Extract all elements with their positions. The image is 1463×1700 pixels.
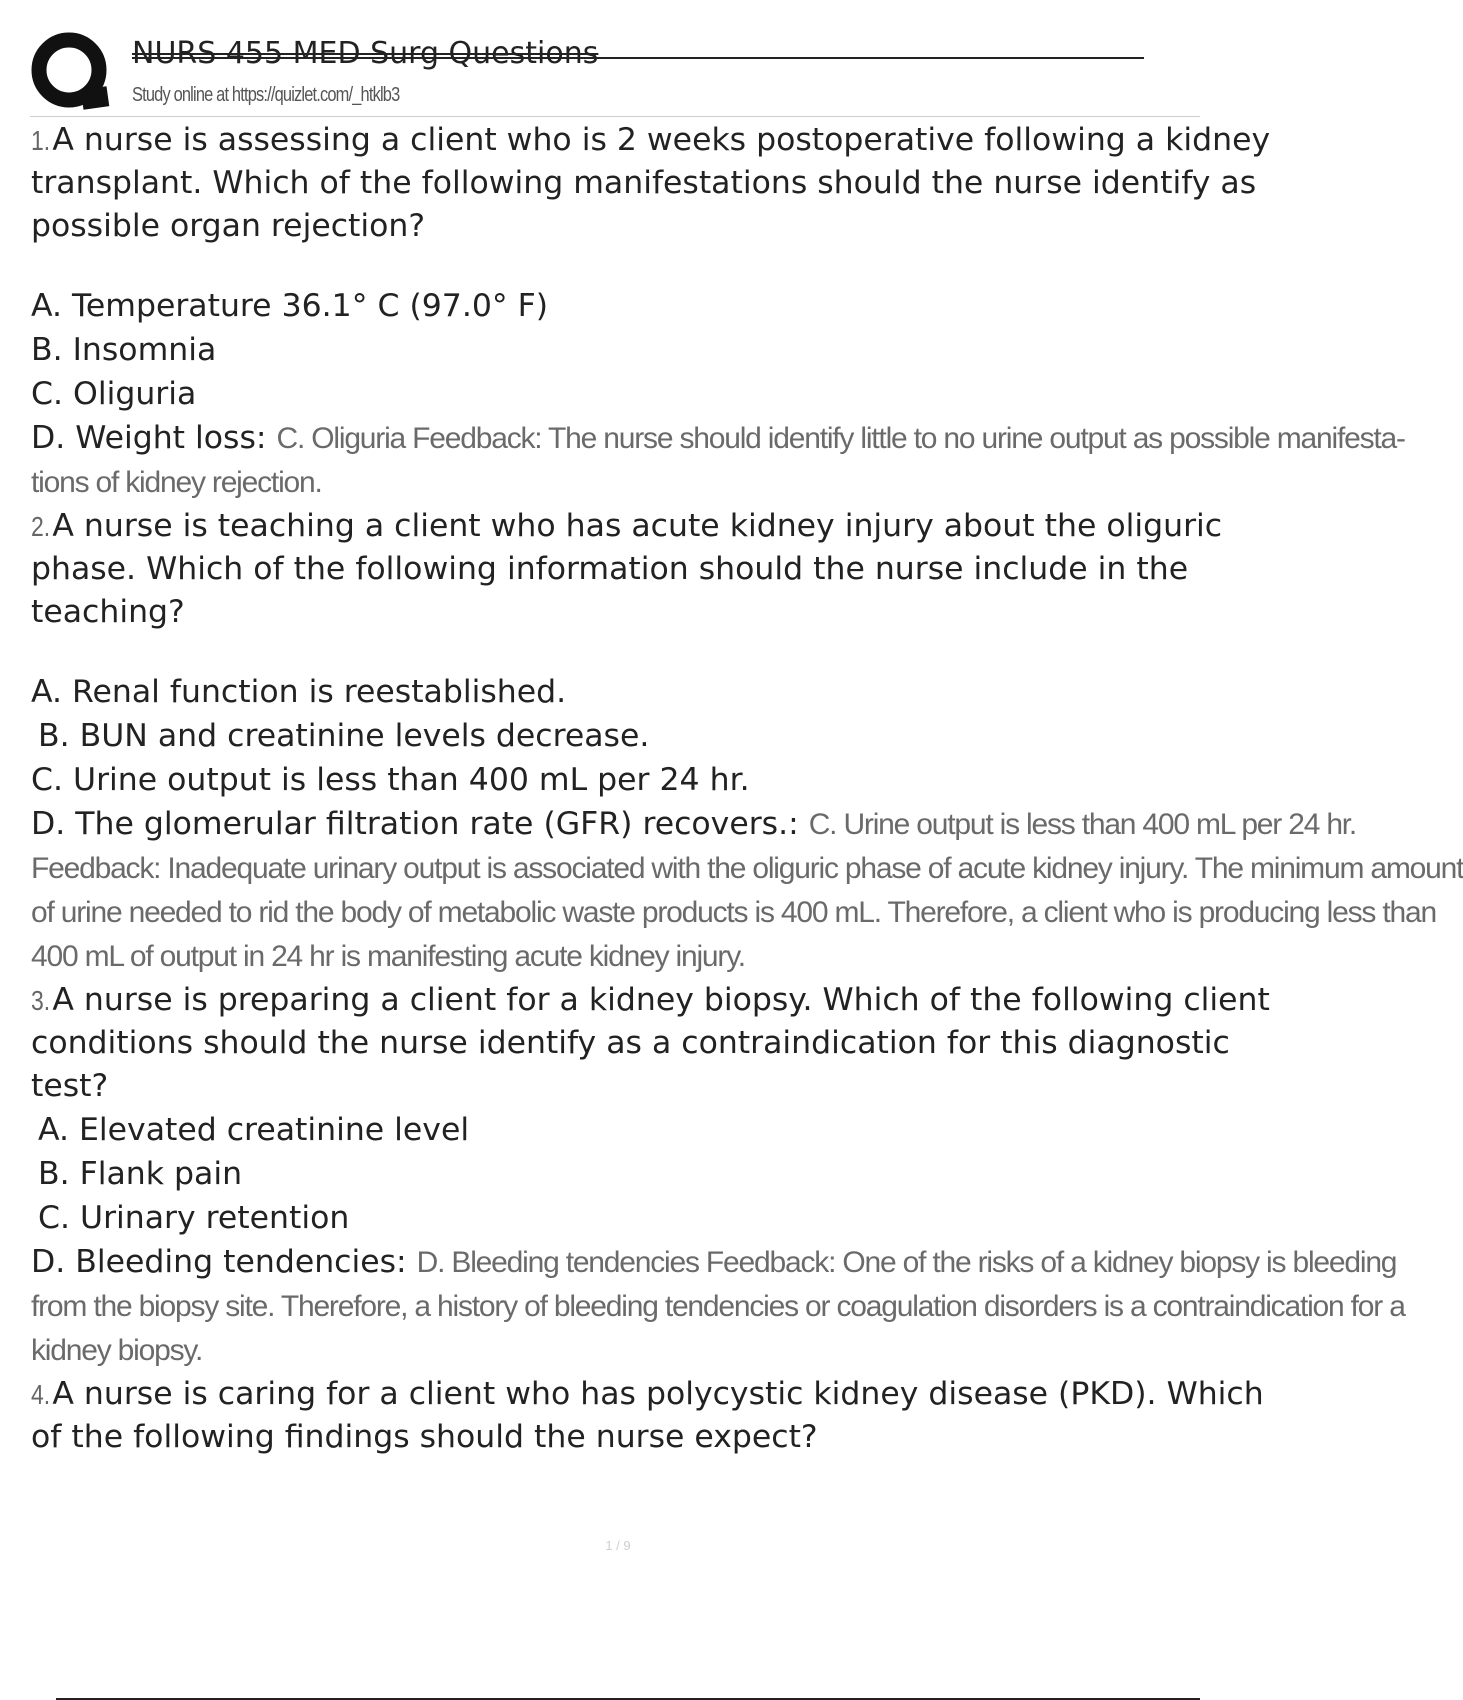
question-stem-line: 1.A nurse is assessing a client who is 2 weeks postoperative following a kidney: [31, 119, 1200, 162]
question-stem-line: transplant. Which of the following manifestations should the nurse identify as: [31, 165, 1257, 201]
feedback-text: D. Bleeding tendencies Feedback: One of the risks of a kidney biopsy is bleeding: [416, 1246, 1397, 1279]
option-b: B. BUN and creatinine levels decrease.: [38, 718, 650, 754]
header-divider: [30, 116, 1200, 117]
option-b: B. Flank pain: [38, 1156, 243, 1192]
study-online-link[interactable]: Study online at https://quizlet.com/_htklb3: [132, 84, 400, 106]
question-number: 2.: [31, 511, 51, 542]
option-d: D. The glomerular filtration rate (GFR) recovers.:: [31, 806, 799, 842]
feedback-text: tions of kidney rejection.: [31, 466, 322, 499]
feedback-text: from the biopsy site. Therefore, a history of bleeding tendencies or coagulation disorders is a contraindication for a: [31, 1290, 1405, 1323]
question-stem-line: 4.A nurse is caring for a client who has polycystic kidney disease (PKD). Which: [31, 1373, 1200, 1416]
option-c: C. Urinary retention: [38, 1200, 350, 1236]
question-number: 1.: [31, 125, 51, 156]
option-a: A. Elevated creatinine level: [38, 1112, 470, 1148]
page-indicator: 1 / 9: [605, 1538, 631, 1553]
feedback-text: of urine needed to rid the body of metabolic waste products is 400 mL. Therefore, a client who is producing less than: [31, 896, 1436, 929]
option-a: A. Renal function is reestablished.: [31, 674, 567, 710]
option-a: A. Temperature 36.1° C (97.0° F): [31, 288, 549, 324]
question-4: [31, 1373, 1264, 1459]
feedback-text: C. Oliguria Feedback: The nurse should identify little to no urine output as possible manifesta-: [276, 422, 1405, 455]
question-3: [31, 979, 1405, 1373]
question-stem-line: of the following findings should the nurse expect?: [31, 1419, 818, 1455]
question-stem-line: 2.A nurse is teaching a client who has acute kidney injury about the oliguric: [31, 505, 1200, 548]
option-c: C. Oliguria: [31, 376, 197, 412]
question-list: [31, 119, 1463, 1499]
option-b: B. Insomnia: [31, 332, 217, 368]
quizlet-logo: [30, 30, 112, 112]
answer-line: [31, 416, 1405, 461]
option-d: D. Bleeding tendencies:: [31, 1244, 407, 1280]
answer-line: [31, 802, 1357, 847]
question-stem-line: phase. Which of the following information should the nurse include in the: [31, 551, 1189, 587]
answer-line: [31, 1240, 1397, 1285]
option-d: D. Weight loss:: [31, 420, 267, 456]
feedback-text: Feedback: Inadequate urinary output is associated with the oliguric phase of acute kidney injury. The minimum amount: [31, 852, 1463, 885]
question-stem-line: conditions should the nurse identify as a contraindication for this diagnostic: [31, 1025, 1230, 1061]
question-1: [31, 119, 1405, 505]
feedback-text: C. Urine output is less than 400 mL per 24 hr.: [808, 808, 1357, 841]
question-stem-line: teaching?: [31, 594, 185, 630]
question-number: 3.: [31, 985, 51, 1016]
question-stem-line: test?: [31, 1068, 109, 1104]
option-c: C. Urine output is less than 400 mL per 24 hr.: [31, 762, 750, 798]
document-header: [0, 0, 1200, 118]
question-2: [31, 505, 1463, 979]
question-stem-line: 3.A nurse is preparing a client for a kidney biopsy. Which of the following client: [31, 979, 1200, 1022]
document-title: NURS 455 MED Surg Questions: [132, 36, 599, 71]
question-stem-line: possible organ rejection?: [31, 208, 426, 244]
feedback-text: kidney biopsy.: [31, 1334, 203, 1367]
feedback-text: 400 mL of output in 24 hr is manifesting acute kidney injury.: [31, 940, 745, 973]
question-number: 4.: [31, 1379, 51, 1410]
